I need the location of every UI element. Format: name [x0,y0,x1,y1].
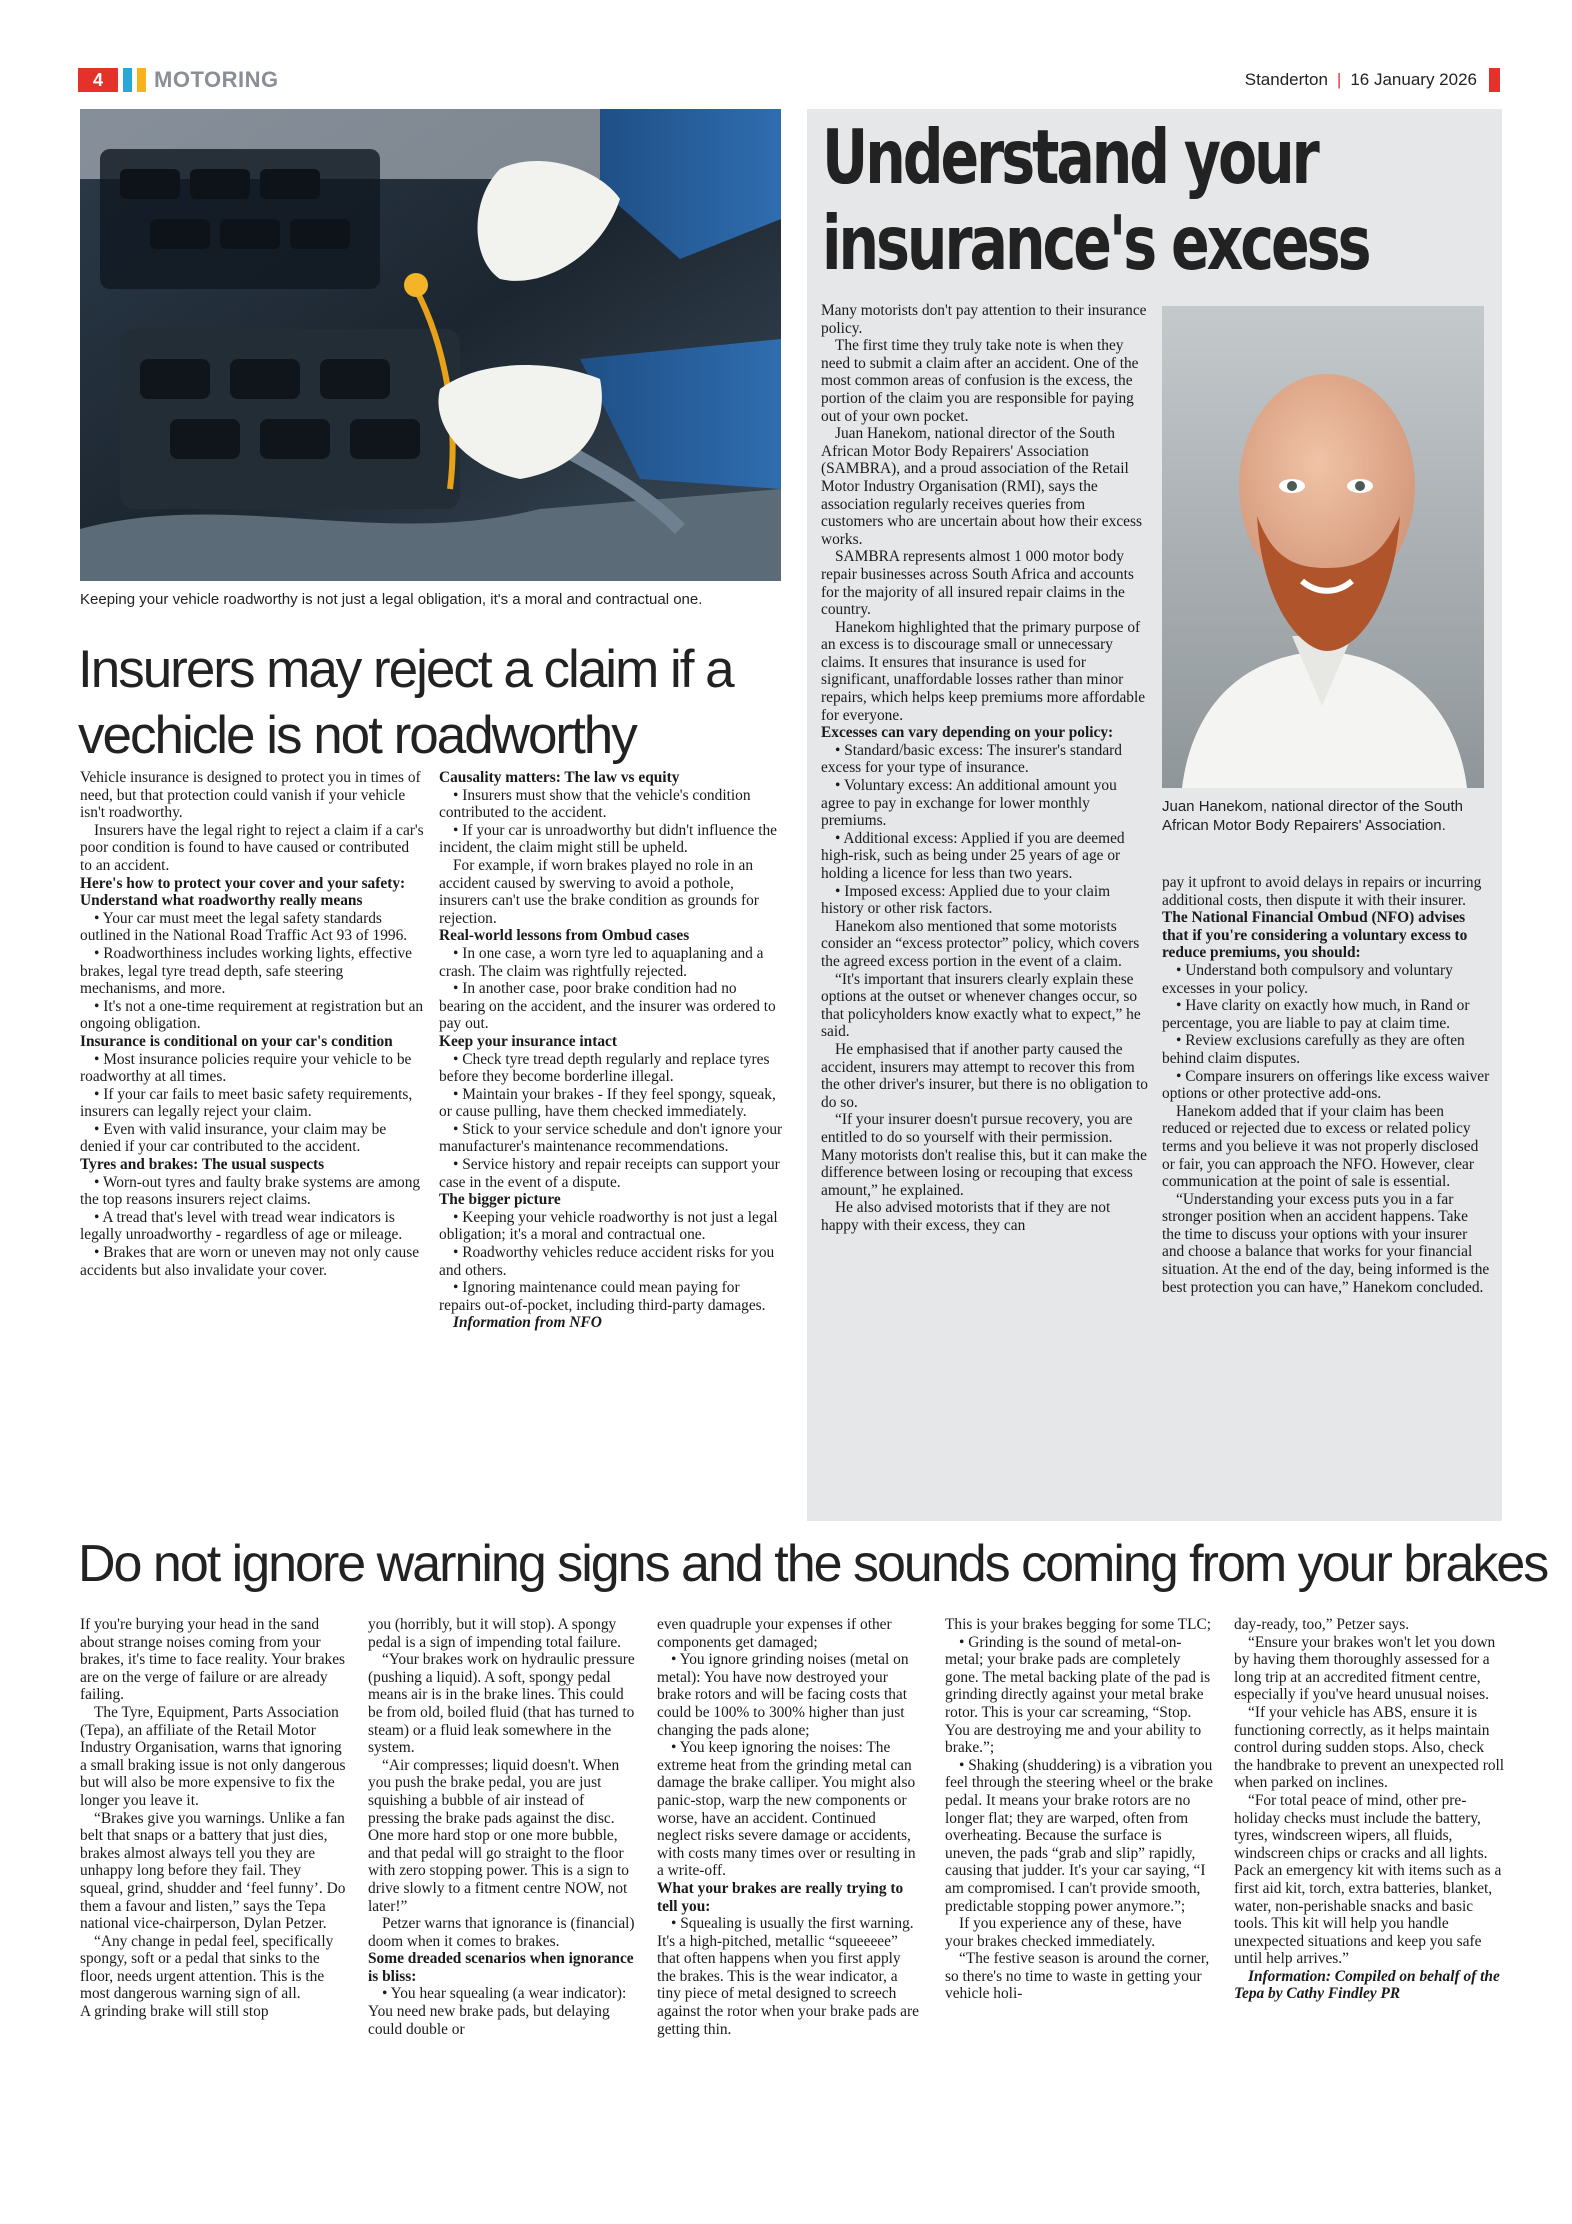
insurers-headline-line2: vechicle is not roadworthy [78,706,636,765]
paragraph: SAMBRA represents almost 1 000 motor body repair businesses across South Africa and accounts for the majority of all insured repair claims in the country. [821,548,1134,619]
bullet-item: • Check tyre tread depth regularly and replace tyres before they become borderline illegal. [439,1050,770,1086]
bullet-item: • Brakes that are worn or uneven may not only cause accidents but also invalidate your cover. [80,1244,420,1279]
paragraph: Vehicle insurance is designed to protect you in times of need, but that protection could vanish if your vehicle isn't roadworthy. [80,769,421,822]
bullet-item: • A tread that's level with tread wear indicators is legally unroadworthy - regardless of age or mileage. [80,1208,403,1244]
paragraph: “Your brakes work on hydraulic pressure (pushing a liquid). A soft, spongy pedal means air is in the brake lines. This could be from old, boiled fluid (that has turned to steam) or a fluid leak somewhere in the system. [368,1651,635,1757]
bullet-item: • Shaking (shuddering) is a vibration you feel through the steering wheel or the brake pedal. It means your brake rotors are no longer flat; they are warped, often from overheating. Because the surface is uneven, the pads “grab and slip” rapidly, causing that judder. It's your car saying, “I am compromised. I can't provide smooth, predictable stopping power anymore.”; [945,1756,1213,1915]
paragraph: Hanekom also mentioned that some motorists consider an “excess protector” policy, which covers the agreed excess portion in the event of a claim. [821,917,1140,970]
subheading: The bigger picture [439,1191,561,1209]
paragraph: “Any change in pedal feel, specifically spongy, soft or a pedal that sinks to the floor, needs urgent attention. This is the most dangerous warning sign of all. [80,1932,334,2003]
brakes-column-4 [945,1616,1213,2003]
paragraph: Hanekom highlighted that the primary purpose of an excess is to discourage small or unnecessary claims. It ensures that insurance is used for significant, unaffordable losses rather than minor repairs, which helps keep premiums more affordable for everyone. [821,618,1146,724]
bullet-item: • Understand both compulsory and voluntary excesses in your policy. [1162,961,1453,997]
paragraph: “Understanding your excess puts you in a far stronger position when an accident happens. Take the time to discuss your options with your insurer and choose a balance that works for your financial situation. At the end of the day, being informed is the best protection you can have,” Hanekom concluded. [1162,1190,1490,1296]
insurers-column-1 [80,769,424,1279]
paragraph: “If your vehicle has ABS, ensure it is functioning correctly, as it helps maintain control during sudden stops. Also, check the handbrake to prevent an unexpected roll when parked on inclines. [1234,1703,1505,1792]
bullet-item: • Standard/basic excess: The insurer's standard excess for your type of insurance. [821,741,1122,777]
section-color-bar-blue [123,68,132,92]
article-credit: Information: Compiled on behalf of the Tepa by Cathy Findley PR [1234,1967,1500,2003]
bullet-item: • Voluntary excess: An additional amount you agree to pay in exchange for lower monthly premiums. [821,777,1117,830]
paragraph: The first time they truly take note is when they need to submit a claim after an accident. One of the most common areas of confusion is the excess, the portion of the claim you are responsible for paying out of your own pocket. [821,337,1139,425]
paragraph: The Tyre, Equipment, Parts Association (Tepa), an affiliate of the Retail Motor Industry Organisation, warns that ignoring a small braking issue is not only dangerous but will also be more expensive to fix the longer you leave it. [80,1703,346,1809]
engine-photo-caption: Keeping your vehicle roadworthy is not just a legal obligation, it's a moral and contractual one. [80,591,703,608]
bullet-item: • Service history and repair receipts can support your case in the event of a dispute. [439,1156,780,1191]
paragraph: Juan Hanekom, national director of the South African Motor Body Repairers' Association (SAMBRA), and a proud association of the Retail Motor Industry Organisation (RMI), says the association regularly receives queries from customers who are uncertain about how their excess works. [821,425,1142,548]
excess-headline [822,114,1368,286]
paragraph: even quadruple your expenses if other components get damaged; [657,1616,892,1651]
brakes-column-2 [368,1616,638,2038]
bullet-item: • Have clarity on exactly how much, in Rand or percentage, you are liable to pay at claim time. [1162,997,1470,1032]
excess-column-2 [1162,874,1490,1296]
publication-name: Standerton [1244,70,1328,89]
paragraph: Hanekom added that if your claim has been reduced or rejected due to excess or related policy terms and you believe it was not properly disclosed or fair, you can approach the NFO. However, clear communication at the point of sale is essential. [1162,1102,1479,1191]
paragraph: “Ensure your brakes won't let you down by having them thoroughly assessed for a long trip at an accredited fitment centre, especially if you've heard unusual noises. [1234,1633,1496,1704]
bullet-item: • Most insurance policies require your vehicle to be roadworthy at all times. [80,1050,412,1086]
bullet-item: • Compare insurers on offerings like excess waiver options or other protective add-ons. [1162,1067,1490,1103]
subheading: The National Financial Ombud (NFO) advises that if you're considering a voluntary excess to reduce premiums, you should: [1162,909,1468,962]
section-color-bar-yellow [137,68,146,92]
header-separator: | [1336,70,1342,89]
bullet-item: • Squealing is usually the first warning. It's a high-pitched, metallic “squeeeee” that often happens when you first apply the brakes. This is the wear indicator, a tiny piece of metal designed to screech against the rotor when your brake pads are getting thin. [657,1915,919,2038]
bullet-item: • Stick to your service schedule and don't ignore your manufacturer's maintenance recommendations. [439,1120,783,1156]
paragraph: “For total peace of mind, other pre-holiday checks must include the battery, tyres, windscreen wipers, all fluids, windscreen chips or cracks and all lights. Pack an emergency kit with items such as a first aid kit, torch, extra batteries, blanket, water, non-perishable snacks and basic tools. This kit will help you handle unexpected situations and keep you safe until help arrives.” [1234,1791,1502,1968]
bullet-item: • Imposed excess: Applied due to your claim history or other risk factors. [821,882,1111,918]
paragraph: Petzer warns that ignorance is (financial) doom when it comes to brakes. [368,1915,635,1950]
insurers-column-2 [439,769,783,1332]
bullet-item: • Keeping your vehicle roadworthy is not just a legal obligation; it's a moral and contractual one. [439,1208,778,1244]
paragraph: “Air compresses; liquid doesn't. When you push the brake pedal, you are just squishing a bubble of air instead of pressing the brake pads against the disc. One more hard stop or one more bubble, and that pedal will go straight to the floor with zero stopping power. This is a sign to drive slowly to a fitment centre NOW, not later!” [368,1756,629,1915]
paragraph: A grinding brake will still stop [80,2003,269,2021]
paragraph: day-ready, too,” Petzer says. [1234,1616,1410,1633]
bullet-item: • You hear squealing (a wear indicator): You need new brake pads, but delaying could double or [368,1985,627,2038]
subheading: Understand what roadworthy really means [80,892,363,910]
paragraph: This is your brakes begging for some TLC; [945,1616,1212,1633]
subheading: Tyres and brakes: The usual suspects [80,1156,325,1174]
bullet-item: • If your car is unroadworthy but didn't influence the incident, the claim might still be upheld. [439,821,778,857]
brakes-headline: Do not ignore warning signs and the sounds coming from your brakes [78,1535,1548,1593]
insurers-headline [78,637,798,769]
bullet-item: • If your car fails to meet basic safety requirements, insurers can legally reject your claim. [80,1085,413,1121]
bullet-item: • Your car must meet the legal safety standards outlined in the National Road Traffic Act 93 of 1996. [80,909,408,945]
excess-headline-line2: insurance's excess [822,199,1369,287]
bullet-item: • Review exclusions carefully as they are often behind claim disputes. [1162,1032,1465,1067]
paragraph: If you're burying your head in the sand about strange noises coming from your brakes, it's time to face reality. Your brakes are on the verge of failure or are already failing. [80,1616,346,1704]
subheading: Here's how to protect your cover and your safety: [80,874,406,892]
paragraph: Insurers have the legal right to reject a claim if a car's poor condition is found to have caused or contributed to an accident. [80,821,424,874]
brakes-column-5 [1234,1616,1506,2003]
excess-headline-line1: Understand your [822,113,1317,201]
bullet-item: • Worn-out tyres and faulty brake systems are among the top reasons insurers reject claims. [80,1173,421,1209]
portrait-photo-image [1162,306,1484,788]
bullet-item: • In another case, poor brake condition had no bearing on the accident, and the insurer was ordered to pay out. [439,980,776,1033]
bullet-item: • Roadworthy vehicles reduce accident risks for you and others. [439,1244,775,1279]
bullet-item: • You ignore grinding noises (metal on metal): You have now destroyed your brake rotors and will be facing costs that could be 100% to 300% higher than just changing the pads alone; [657,1651,909,1739]
subheading: Real-world lessons from Ombud cases [439,927,690,945]
portrait-caption: Juan Hanekom, national director of the South African Motor Body Repairers' Association. [1162,798,1464,834]
paragraph: “The festive season is around the corner, so there's no time to waste in getting your vehicle holi- [945,1950,1210,2003]
paragraph: For example, if worn brakes played no role in an accident caused by swerving to avoid a pothole, insurers can't use the brake condition as grounds for rejection. [439,856,759,927]
header-red-bar [1489,68,1500,92]
section-name: MOTORING [154,67,279,92]
page-header-right [1245,68,1500,92]
engine-photo-image [80,109,781,581]
subheading: Some dreaded scenarios when ignorance is bliss: [368,1950,634,1985]
bullet-item: • Additional excess: Applied if you are deemed high-risk, such as being under 25 years of age or holding a licence for less than two years. [821,829,1125,882]
subheading: Causality matters: The law vs equity [439,769,680,786]
brakes-column-3 [657,1616,923,2038]
paragraph: “If your insurer doesn't pursue recovery, you are entitled to do so yourself with their permission. Many motorists don't realise this, but it can make the difference between losing or recouping that excess amount,” he explained. [821,1111,1147,1199]
bullet-item: • Even with valid insurance, your claim may be denied if your car contributed to the accident. [80,1120,387,1156]
excess-column-1 [821,302,1148,1234]
issue-date: 16 January 2026 [1350,70,1477,89]
bullet-item: • In one case, a worn tyre led to aquaplaning and a crash. The claim was rightfully rejected. [439,944,764,980]
subheading: Keep your insurance intact [439,1032,617,1050]
insurers-headline-line1: Insurers may reject a claim if a [78,640,733,699]
paragraph: you (horribly, but it will stop). A spongy pedal is a sign of impending total failure. [368,1616,622,1651]
bullet-item: • You keep ignoring the noises: The extreme heat from the grinding metal can damage the brake calliper. You might also panic-stop, warp the new components or worse, have an accident. Continued neglect risks severe damage or accidents, with costs many times over or resulting in a write-off. [657,1739,916,1880]
engine-photo [80,109,781,581]
subheading: What your brakes are really trying to tell you: [657,1879,904,1915]
paragraph: He also advised motorists that if they are not happy with their excess, they can [821,1199,1111,1234]
bullet-item: • It's not a one-time requirement at registration but an ongoing obligation. [80,997,424,1033]
brakes-column-1 [80,1616,346,2021]
bullet-item: • Maintain your brakes - If they feel spongy, squeak, or cause pulling, have them checked immediately. [439,1085,776,1121]
bullet-item: • Grinding is the sound of metal-on-metal; your brake pads are completely gone. The metal backing plate of the pad is grinding directly against your metal brake rotor. This is your car screaming, “Stop. You are destroying me and your ability to brake.”; [945,1633,1211,1757]
portrait-photo [1162,306,1484,788]
paragraph: Many motorists don't pay attention to their insurance policy. [821,302,1147,337]
bullet-item: • Insurers must show that the vehicle's condition contributed to the accident. [439,786,751,822]
paragraph: “It's important that insurers clearly explain these options at the outset or whenever changes occur, so that policyholders know exactly what to expect,” he said. [821,970,1141,1041]
article-credit: Information from NFO [453,1314,602,1332]
subheading: Excesses can vary depending on your policy: [821,724,1114,742]
bullet-item: • Ignoring maintenance could mean paying for repairs out-of-pocket, including third-party damages. [439,1279,766,1314]
bullet-item: • Roadworthiness includes working lights, effective brakes, legal tyre tread depth, safe steering mechanisms, and more. [80,944,412,998]
subheading: Insurance is conditional on your car's condition [80,1032,393,1050]
page-header-left [78,68,279,92]
paragraph: “Brakes give you warnings. Unlike a fan belt that snaps or a battery that just dies, brakes almost always tell you they are unhappy long before they fail. They squeal, grind, shudder and ‘feel funny’. Do them a favour and listen,” says the Tepa national vice-chairperson, Dylan Petzer. [80,1809,346,1933]
page-number: 4 [78,68,118,92]
paragraph: He emphasised that if another party caused the accident, insurers may attempt to recover this from the other driver's insurer, but there is no obligation to do so. [821,1040,1148,1111]
paragraph: pay it upfront to avoid delays in repairs or incurring additional costs, then dispute it with their insurer. [1162,874,1482,909]
paragraph: If you experience any of these, have your brakes checked immediately. [945,1915,1182,1950]
